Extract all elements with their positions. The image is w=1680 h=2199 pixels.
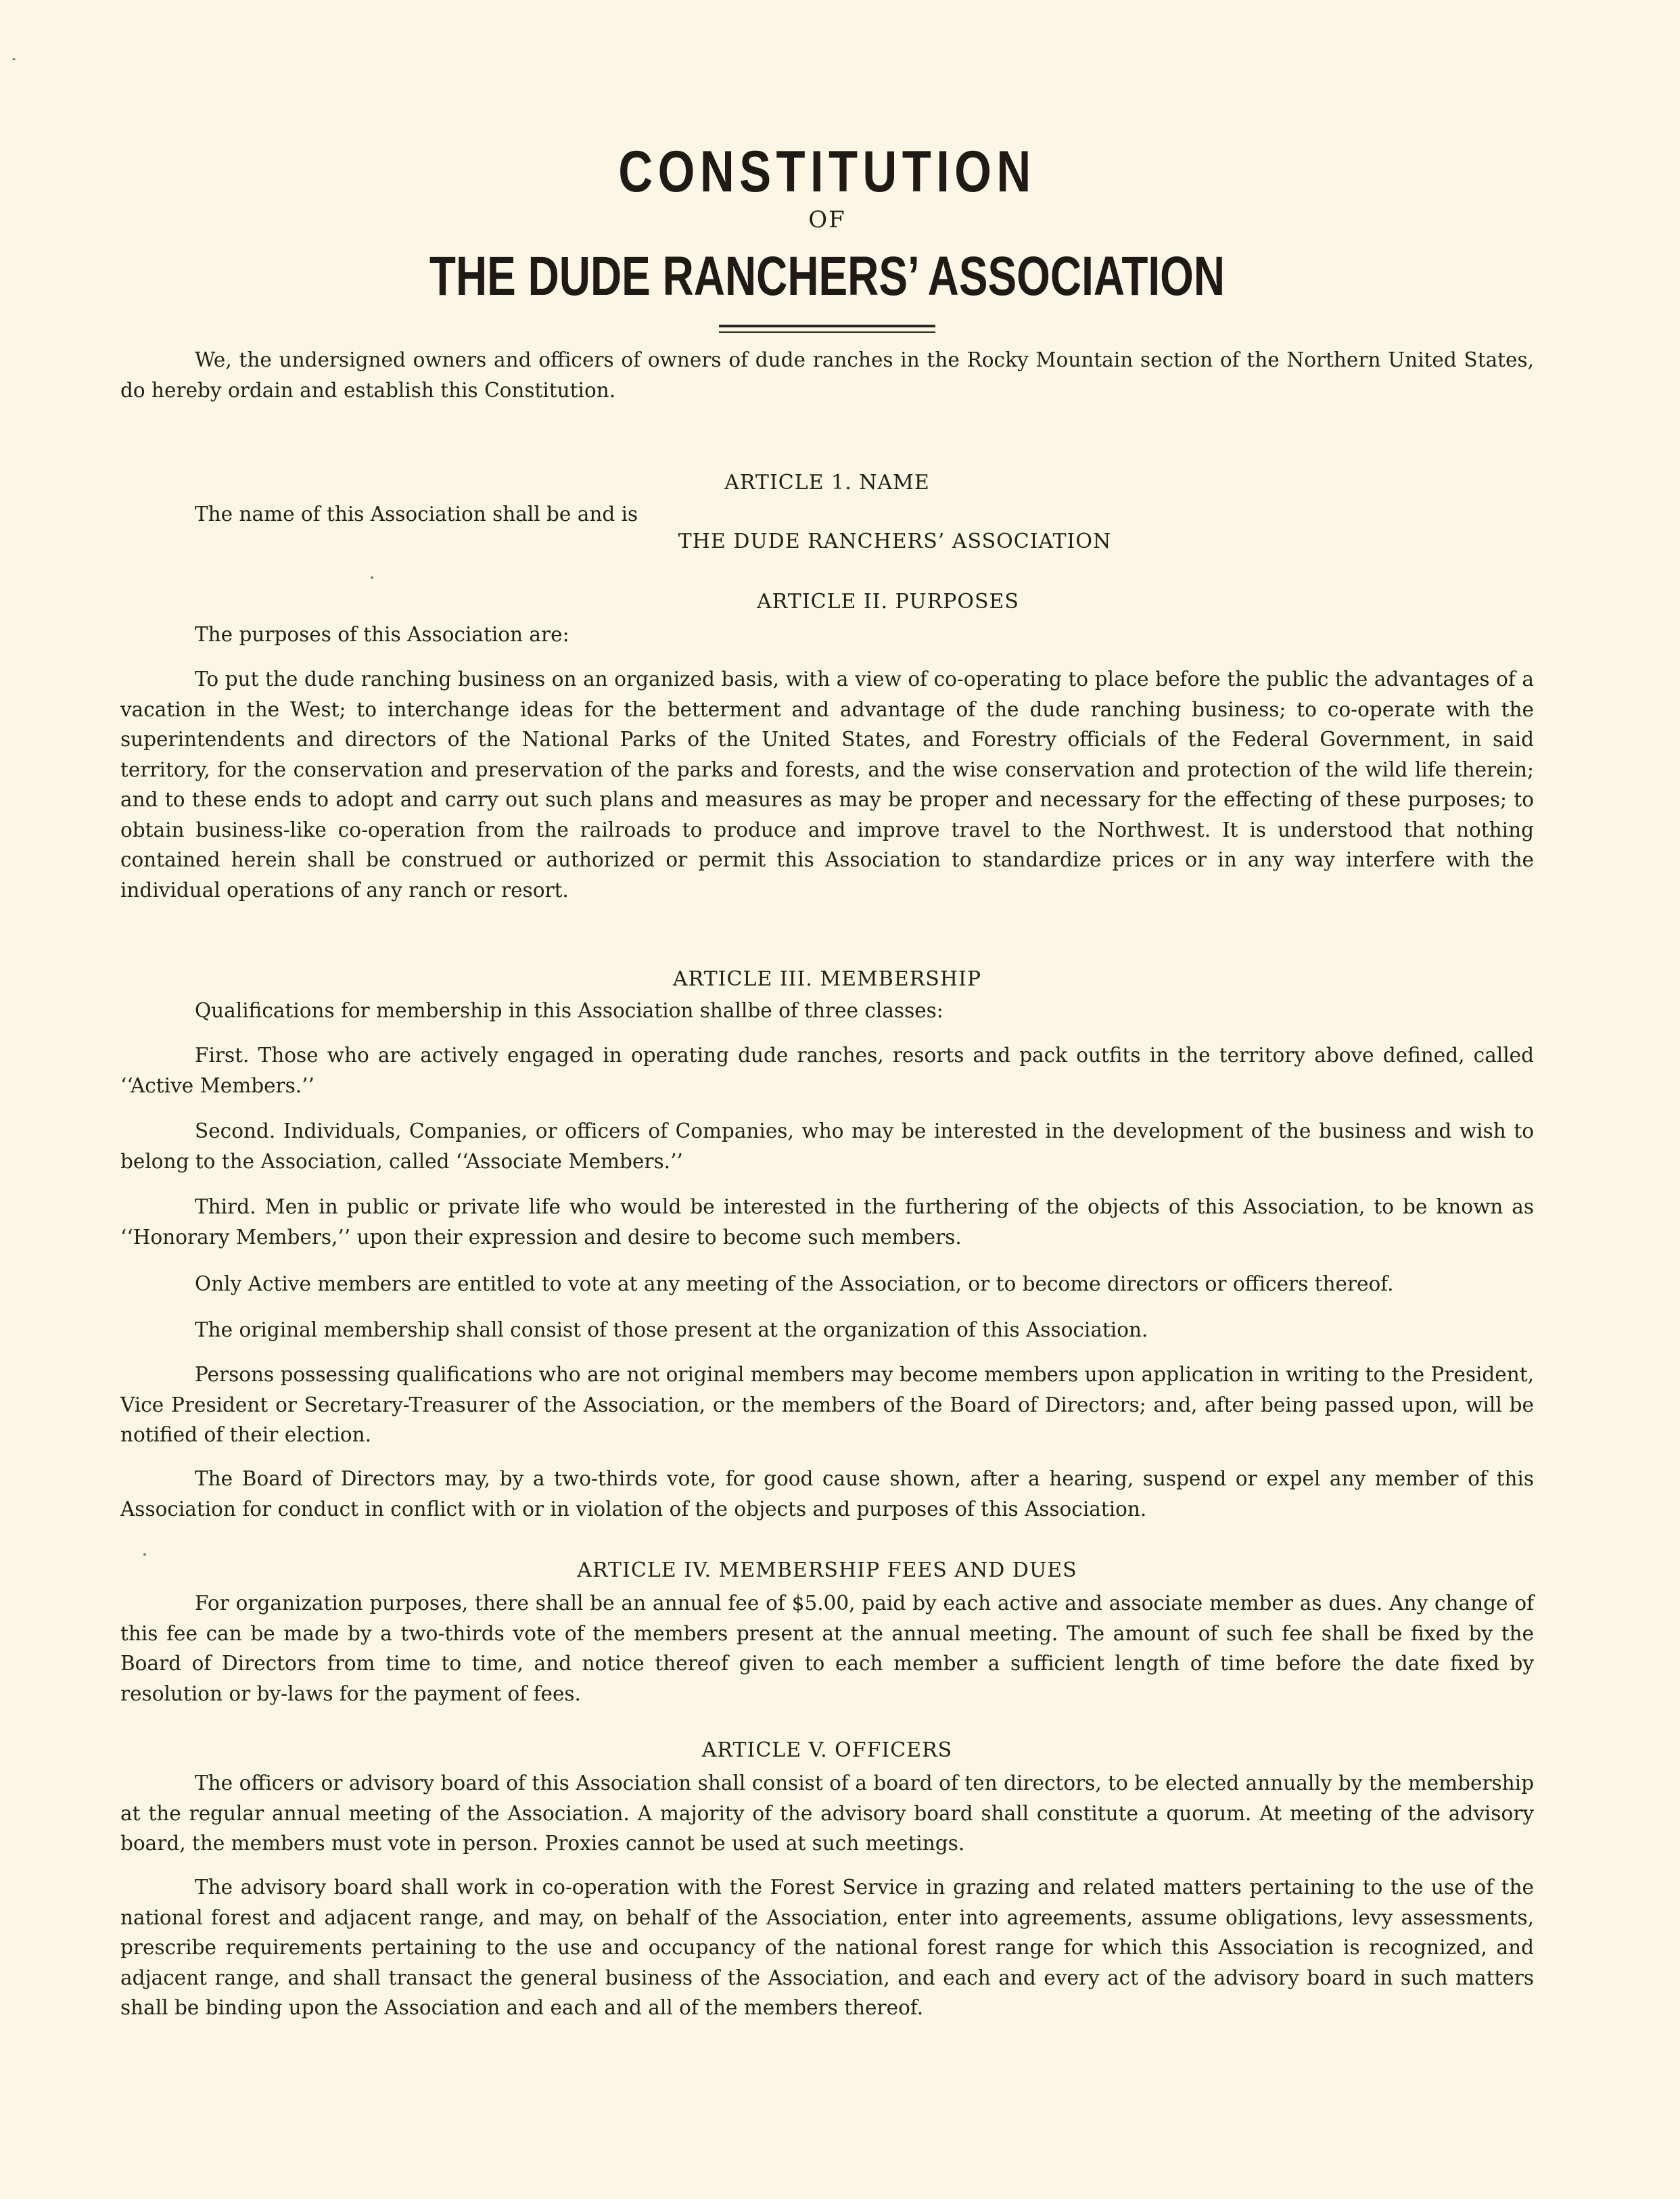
article-2-body: To put the dude ranching business on an organized basis, with a view of co-operating to place before the public the advantages of a vacation in the West; to interchange ideas for the betterment and advantage of the dude ranching business; to co-operate with the superintendents and directors of the National Parks of the United States, and Forestry officials of the Federal Government, in said territory, for the conservation and preservation of the parks and forests, and the wise conservation and protection of the wild life therein; and to these ends to adopt and carry out such plans and measures as may be proper and necessary for the effecting of these purposes; to obtain business-like co-operation from the railroads to produce and improve travel to the Northwest. It is understood that nothing contained herein shall be construed or authorized or permit this Association to standardize prices or in any way interfere with the individual operations of any ranch or resort. [120, 668, 1534, 902]
article-5-heading: ARTICLE V. OFFICERS [701, 1738, 953, 1762]
article-1-name: THE DUDE RANCHERS’ ASSOCIATION [678, 530, 1112, 553]
article-3-persons: Persons possessing qualifications who are not original members may become members upon application in writing to the President, Vice President or Secretary-Treasurer of the Association, or the members of the Board of Directors; and, after being passed upon, will be notified of their election. [120, 1363, 1534, 1446]
article-2-heading: ARTICLE II. PURPOSES [757, 590, 1019, 614]
article-3-original: The original membership shall consist of those present at the organization of this Association. [195, 1318, 1148, 1341]
paper-speck [12, 58, 16, 60]
preamble: We, the undersigned owners and officers of owners of dude ranches in the Rocky Mountain section of the Northern United States, do hereby ordain and establish this Constitution. [120, 348, 1534, 402]
article-3-second: Second. Individuals, Companies, or officers of Companies, who may be interested in the development of the business and wish to belong to the Association, called ‘‘Associate Members.’’ [120, 1119, 1534, 1173]
article-3-first: First. Those who are actively engaged in operating dude ranches, resorts and pack outfits in the territory above defined, called ‘‘Active Members.’’ [120, 1044, 1534, 1097]
association-title: THE DUDE RANCHERS’ ASSOCIATION [429, 246, 1226, 307]
article-2-intro: The purposes of this Association are: [195, 623, 569, 646]
article-4-body: For organization purposes, there shall be an annual fee of $5.00, paid by each active and associate member as dues. Any change of this fee can be made by a two-thirds vote of the members present at the annual meeting. The amount of such fee shall be fixed by the Board of Directors from time to time, and notice thereof given to each member a sufficient length of time before the date fixed by resolution or by-laws for the payment of fees. [120, 1592, 1534, 1705]
paper-speck [371, 576, 373, 579]
paper-speck [143, 1553, 146, 1556]
article-5-body-2: The advisory board shall work in co-operation with the Forest Service in grazing and related matters pertaining to the use of the national forest and adjacent range, and may, on behalf of the Association, enter into agreements, assume obligations, levy assessments, prescribe requirements pertaining to the use and occupancy of the national forest range for which this Association is recognized, and adjacent range, and shall transact the general business of the Association, and each and every act of the advisory board in such matters shall be binding upon the Association and each and all of the members thereof. [120, 1876, 1534, 2019]
article-1-intro: The name of this Association shall be and is [195, 503, 638, 526]
document-title: CONSTITUTION [618, 139, 1036, 204]
article-5-body-1: The officers or advisory board of this Association shall consist of a board of ten directors, to be elected annually by the membership at the regular annual meeting of the Association. A majority of the advisory board shall constitute a quorum. At meeting of the advisory board, the members must vote in person. Proxies cannot be used at such meetings. [120, 1772, 1534, 1855]
article-3-third: Third. Men in public or private life who would be interested in the furthering of the objects of this Association, to be known as ‘‘Honorary Members,’’ upon their expression and desire to become such members. [120, 1195, 1534, 1249]
article-1-heading: ARTICLE 1. NAME [724, 471, 930, 494]
title-of: OF [808, 206, 846, 233]
title-divider [719, 325, 935, 333]
article-4-heading: ARTICLE IV. MEMBERSHIP FEES AND DUES [577, 1558, 1077, 1582]
article-3-intro: Qualifications for membership in this Association shallbe of three classes: [195, 999, 943, 1022]
article-3-voting: Only Active members are entitled to vote at any meeting of the Association, or to become directors or officers thereof. [195, 1272, 1394, 1295]
article-3-board: The Board of Directors may, by a two-thirds vote, for good cause shown, after a hearing, suspend or expel any member of this Association for conduct in conflict with or in violation of the objects and purposes of this Association. [120, 1467, 1534, 1521]
article-3-heading: ARTICLE III. MEMBERSHIP [672, 967, 982, 991]
